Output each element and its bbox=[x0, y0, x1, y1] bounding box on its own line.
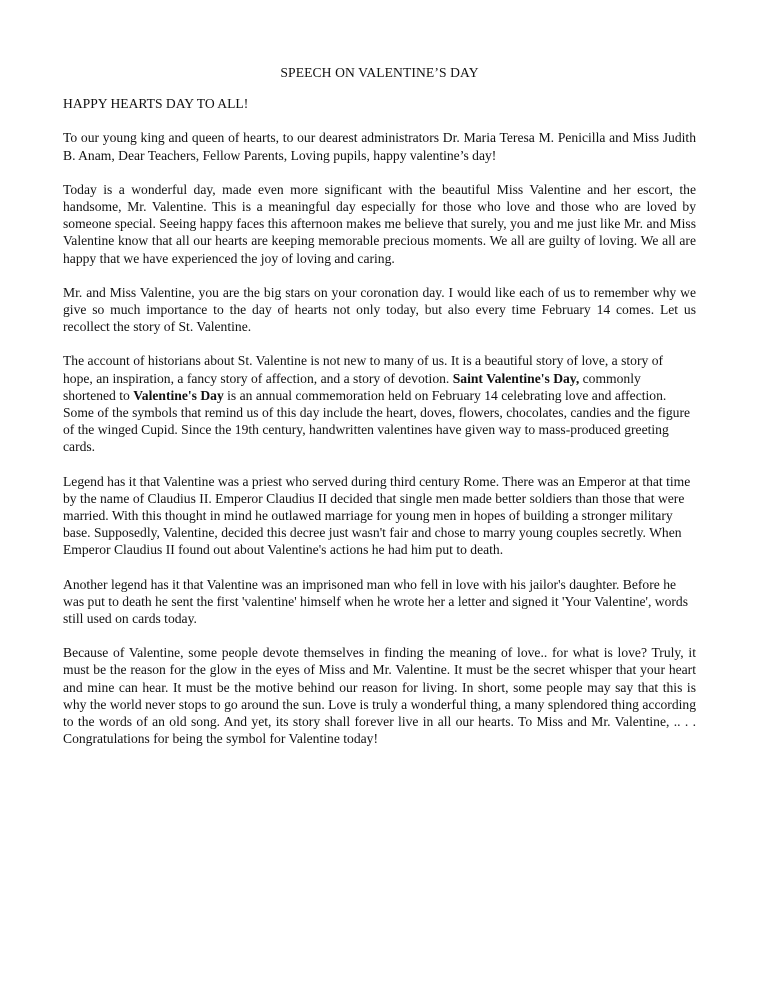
paragraph-meaning-of-love: Because of Valentine, some people devote themselves in finding the meaning of love.. for what is love? Truly, it must be the reason for the glow in the eyes of Miss and Mr. Valentine. It must be the secret whisper that your heart and mine can hear. It must be the motive behind our reason for living. In short, some people may say that this is why the world never stops to go around the sun. Love is truly a wonderful thing, a many splendored thing according to the words of an old song. And yet, its story shall forever live in all our hearts. To Miss and Mr. Valentine, .. . . Congratulations for being the symbol for Valentine today! bbox=[63, 645, 696, 747]
bold-saint-valentines-day: Saint Valentine's Day, bbox=[452, 370, 580, 386]
paragraph-historians-text-1: The account of historians about St. Valentine is not new to many of us. It is a beautiful story of love, a story of hope, an inspiration, a fancy story of affection, and a story of devotion. bbox=[63, 353, 664, 386]
paragraph-legend-priest: Legend has it that Valentine was a priest who served during third century Rome. There was an Emperor at that time by the name of Claudius II. Emperor Claudius II decided that single men made better soldiers than those that were married. With this thought in mind he outlawed marriage for young men in hopes of building a stronger military base. Supposedly, Valentine, decided this decree just wasn't fair and chose to marry young couples secretly. When Emperor Claudius II found out about Valentine's actions he had him put to death. bbox=[63, 473, 691, 558]
paragraph-historians bbox=[63, 352, 696, 455]
paragraph-salutation: To our young king and queen of hearts, to our dearest administrators Dr. Maria Teresa M. Penicilla and Miss Judith B. Anam, Dear Teachers, Fellow Parents, Loving pupils, happy valentine’s day! bbox=[63, 130, 696, 163]
paragraph-big-stars: Mr. and Miss Valentine, you are the big stars on your coronation day. I would like each of us to remember why we give so much importance to the day of hearts not only today, but also every time February 14 comes. Let us recollect the story of St. Valentine. bbox=[63, 284, 696, 335]
paragraph-wonderful-day: Today is a wonderful day, made even more significant with the beautiful Miss Valentine and her escort, the handsome, Mr. Valentine. This is a meaningful day especially for those who love and those who are loved by someone special. Seeing happy faces this afternoon makes me believe that surely, you and me just like Mr. and Miss Valentine know that all our hearts are keeping memorable precious moments. We all are guilty of loving. We all are happy that we have experienced the joy of loving and caring. bbox=[63, 181, 696, 266]
paragraph-legend-prisoner: Another legend has it that Valentine was an imprisoned man who fell in love with his jailor's daughter. Before he was put to death he sent the first 'valentine' himself when he wrote her a letter and signed it 'Your Valentine', words still used on cards today. bbox=[63, 576, 689, 627]
paragraph-historians-text-3: is an annual commemoration held on February 14 celebrating love and affection. Some of the symbols that remind us of this day include the heart, doves, flowers, chocolates, candies and the figure of the winged Cupid. Since the 19th century, handwritten valentines have given way to mass-produced greeting cards. bbox=[63, 387, 691, 455]
bold-valentines-day: Valentine's Day bbox=[133, 387, 224, 403]
document-title: SPEECH ON VALENTINE’S DAY bbox=[280, 65, 479, 80]
paragraph-historians-text-2: commonly shortened to bbox=[63, 370, 641, 403]
document-page bbox=[63, 64, 696, 765]
greeting-line: HAPPY HEARTS DAY TO ALL! bbox=[63, 96, 249, 112]
